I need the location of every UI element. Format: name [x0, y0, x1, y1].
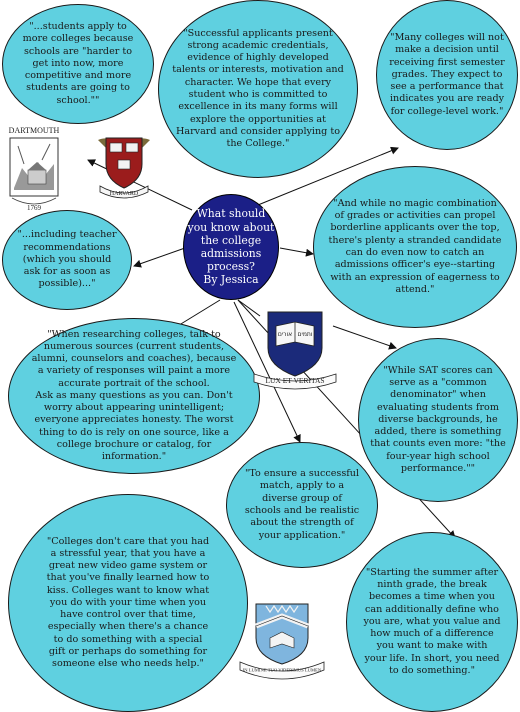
- quote-bubble-diverse-schools: [226, 442, 378, 568]
- quote-text: "To ensure a successful match, apply to a diverse group of schools and be realistic about the strength of your application.": [244, 468, 360, 541]
- yale-book-right: ותמים: [297, 331, 313, 338]
- quote-bubble-first-semester-grades: [376, 0, 518, 150]
- quote-bubble-teacher-recommendations: [2, 210, 132, 310]
- quote-bubble-sat-scores: [358, 338, 518, 502]
- quote-text: "And while no magic combination of grades or activities can propel borderline applicants over the top, there's plenty a stranded candidate can do even now to catch an admissions officer's eye--starting with an expression of eagerness to attend.": [328, 197, 502, 295]
- harvard-ribbon-text: HARVARD: [109, 191, 139, 197]
- yale-book-left: אורים: [277, 331, 293, 338]
- quote-text: "While SAT scores can serve as a "common denominator" when evaluating students from diverse backgrounds, he added, there is something that counts even more: "the four-year high school performance."": [370, 364, 506, 474]
- quote-bubble-use-your-time: [8, 494, 248, 712]
- quote-bubble-harvard-applicants: [158, 0, 358, 178]
- quote-text: "Colleges don't care that you had a stressful year, that you have a great new video game system or that you've finally learned how to kiss. Colleges want to know what you do with your time when you have control over that time, especially when there's a chance to do something with a special gift or perhaps do something for someone else who needs help.": [46, 535, 210, 670]
- yale-shield-logo: [252, 308, 338, 392]
- quote-text: "Starting the summer after ninth grade, the break becomes a time when you can additionally define who you are, what you value and how much of a difference you want to make with your life. In short, you need to do something.": [363, 566, 501, 676]
- dartmouth-label: DARTMOUTH: [8, 126, 60, 135]
- quote-text: "Many colleges will not make a decision until receiving first semester grades. They expect to see a performance that indicates you are ready for college-level work.": [389, 32, 505, 117]
- columbia-motto: IN LUMINE TUO VIDEBIMUS LUMEN: [242, 667, 322, 673]
- quote-text: "Successful applicants present strong academic credentials, evidence of highly developed talents or interests, motivation and character. We hope that every student who is committed to excellence in its many forms will explore the opportunities at Harvard and consider applying to the College.": [172, 27, 344, 150]
- columbia-shield-logo: [236, 598, 328, 680]
- quote-text: "When researching colleges, talk to numerous sources (current students, alumni, counselors and coaches), because a variety of responses will paint a more accurate portrait of the school. Ask as many questions as you can. Don't worry about appearing unintelligent; everyone appreciates honesty. The worst thing to do is rely on one source, like a college brochure or catalog, for information.": [31, 328, 237, 463]
- central-question-bubble: [183, 194, 279, 300]
- harvard-shield-logo: [96, 134, 152, 200]
- central-question-text: What should you know about the college admissions process? By Jessica: [187, 207, 275, 287]
- arrow-to-bubble-7: [333, 326, 396, 348]
- quote-bubble-catch-officers-eye: [313, 166, 517, 328]
- quote-text: "...including teacher recommendations (which you should ask for as soon as possible)...": [17, 229, 117, 290]
- arrow-to-bubble-4: [134, 248, 185, 266]
- yale-motto: LUX ET VERITAS: [265, 376, 325, 385]
- arrow-to-bubble-5: [280, 248, 313, 254]
- quote-bubble-summer-after-ninth-grade: [346, 532, 518, 712]
- dartmouth-seal-logo: [4, 124, 64, 214]
- quote-text: "...students apply to more colleges because schools are "harder to get into now, more competitive and more students are going to school."": [22, 21, 134, 106]
- quote-bubble-more-applications: [2, 4, 154, 124]
- dartmouth-year: 1769: [27, 204, 41, 212]
- quote-bubble-research-colleges: [8, 318, 260, 474]
